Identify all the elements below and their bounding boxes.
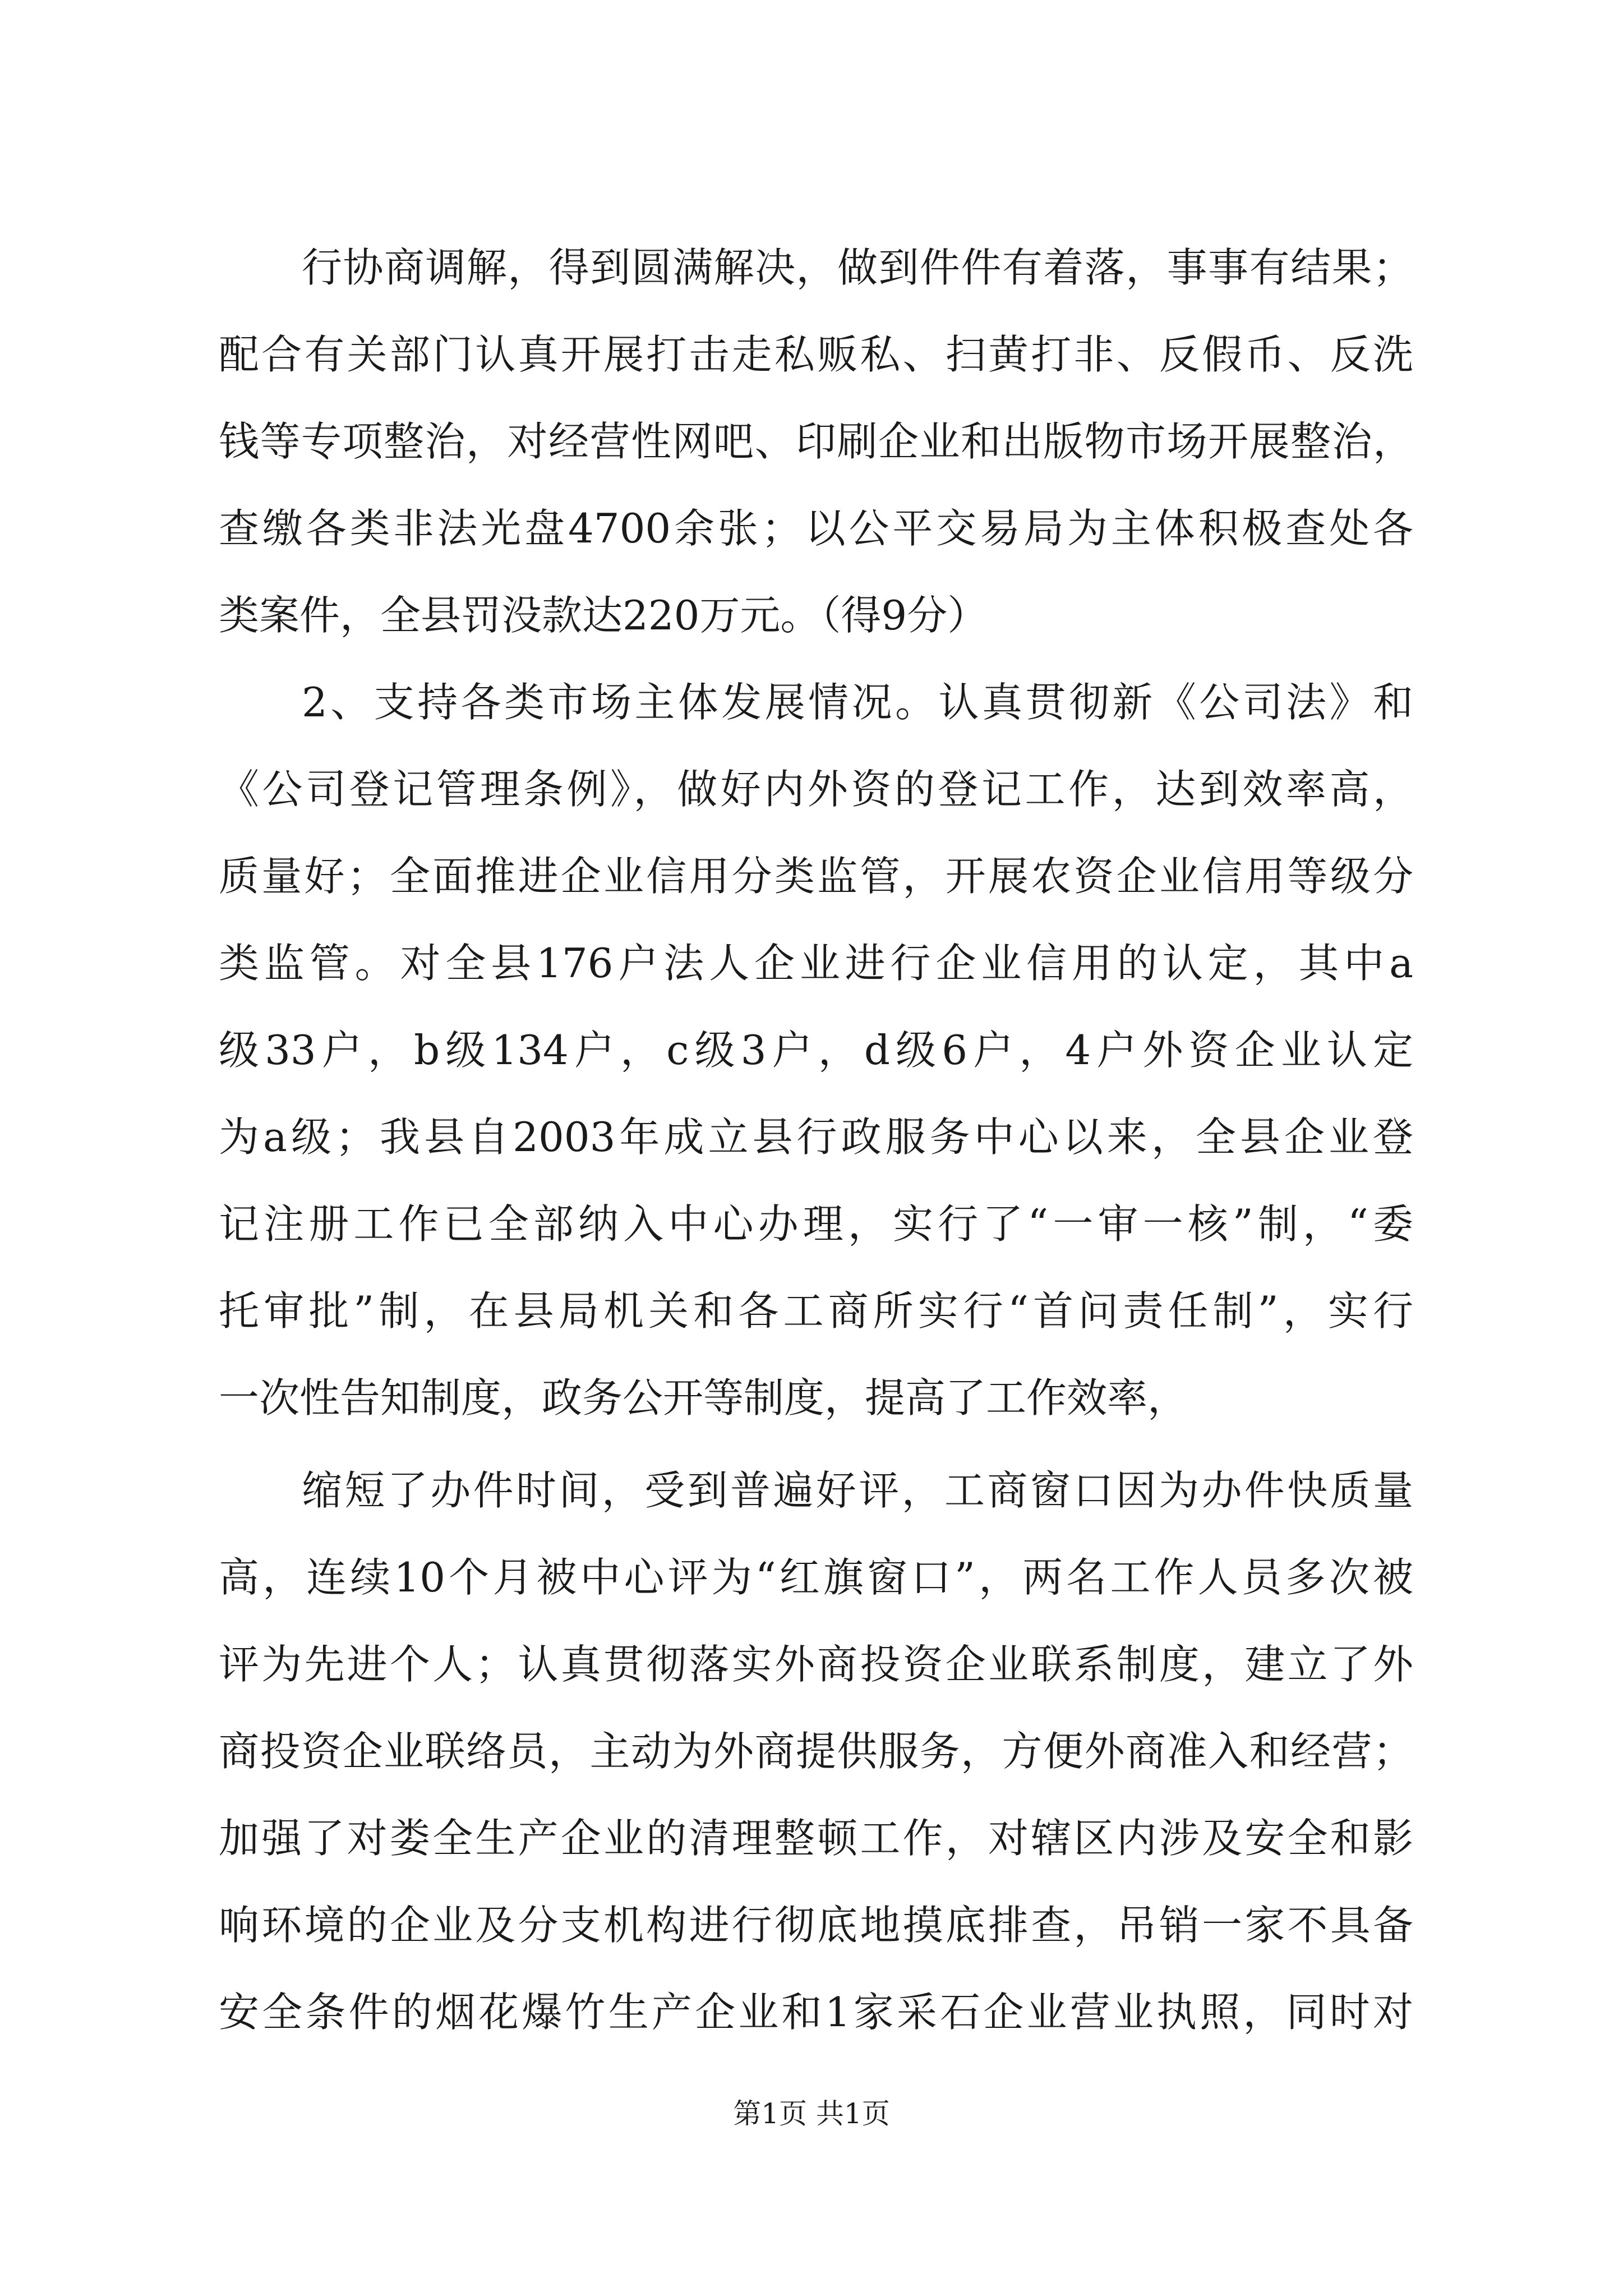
text-line: 商投资企业联络员，主动为外商提供服务，方便外商准入和经营； bbox=[219, 1728, 1413, 1775]
text-line: 为a级；我县自2003年成立县行政服务中心以来，全县企业登 bbox=[219, 1114, 1413, 1161]
text-line: 级33户，b级134户，c级3户，d级6户，4户外资企业认定 bbox=[219, 1027, 1413, 1074]
text-line: 查缴各类非法光盘4700余张；以公平交易局为主体积极查处各 bbox=[219, 505, 1413, 552]
text-line: 缩短了办件时间，受到普遍好评，工商窗口因为办件快质量 bbox=[302, 1467, 1413, 1514]
text-line: 一次性告知制度，政务公开等制度，提高了工作效率， bbox=[219, 1374, 1188, 1421]
paragraph-gap bbox=[219, 1442, 1413, 1447]
text-line: 质量好；全面推进企业信用分类监管，开展农资企业信用等级分 bbox=[219, 853, 1413, 900]
text-line: 记注册工作已全部纳入中心办理，实行了“一审一核”制，“委 bbox=[219, 1200, 1413, 1248]
text-line: 类监管。对全县176户法人企业进行企业信用的认定，其中a bbox=[219, 940, 1413, 987]
text-line: 行协商调解，得到圆满解决，做到件件有着落，事事有结果； bbox=[302, 244, 1413, 291]
text-line: 2、支持各类市场主体发展情况。认真贯彻新《公司法》和 bbox=[302, 679, 1413, 726]
text-line: 《公司登记管理条例》，做好内外资的登记工作，达到效率高， bbox=[219, 766, 1413, 813]
text-line: 高，连续10个月被中心评为“红旗窗口”，两名工作人员多次被 bbox=[219, 1554, 1413, 1601]
text-line: 钱等专项整治，对经营性网吧、印刷企业和出版物市场开展整治， bbox=[219, 418, 1413, 465]
page-footer: 第1页 共1页 bbox=[733, 2097, 890, 2130]
text-line: 安全条件的烟花爆竹生产企业和1家采石企业营业执照，同时对 bbox=[219, 1989, 1413, 2036]
text-line: 响环境的企业及分支机构进行彻底地摸底排查，吊销一家不具备 bbox=[219, 1902, 1413, 1949]
text-line: 加强了对娄全生产企业的清理整顿工作，对辖区内涉及安全和影 bbox=[219, 1815, 1413, 1862]
text-line: 评为先进个人；认真贯彻落实外商投资企业联系制度，建立了外 bbox=[219, 1641, 1413, 1688]
text-line: 类案件，全县罚没款达220万元。（得9分） bbox=[219, 592, 988, 639]
text-line: 配合有关部门认真开展打击走私贩私、扫黄打非、反假币、反洗 bbox=[219, 331, 1413, 378]
text-line: 托审批”制，在县局机关和各工商所实行“首问责任制”，实行 bbox=[219, 1287, 1413, 1335]
document-body bbox=[219, 224, 1413, 2056]
